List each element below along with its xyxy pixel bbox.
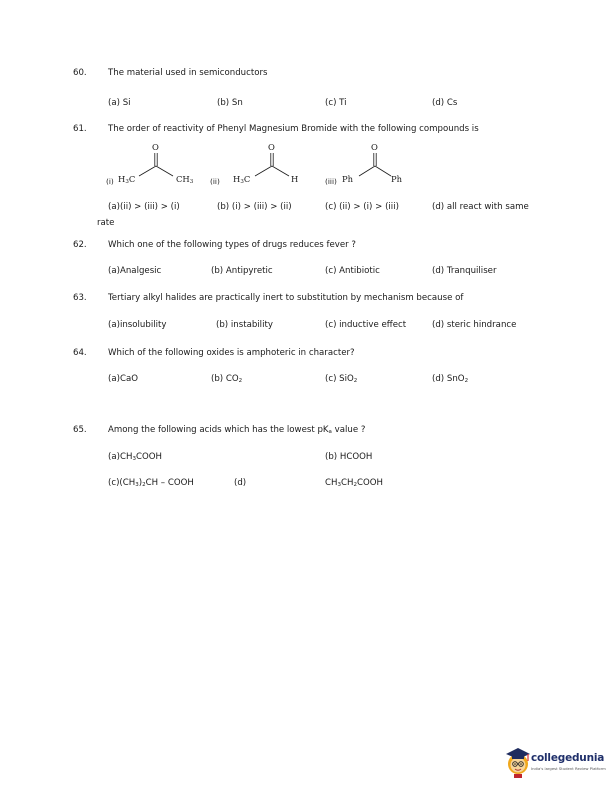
structure-iii-right-group: Ph bbox=[391, 174, 403, 184]
q63-option-b: (b) instability bbox=[216, 320, 273, 330]
structure-i-left-group: $H_3C$ bbox=[118, 174, 136, 185]
q63-option-a: (a)insolubility bbox=[108, 320, 167, 330]
q63-option-d: (d) steric hindrance bbox=[432, 320, 517, 330]
structure-i-right-group: $CH_3$ bbox=[176, 174, 194, 185]
q60-option-d: (d) Cs bbox=[432, 98, 458, 108]
q60-option-a: (a) Si bbox=[108, 98, 131, 108]
structure-ii-label: (ii) bbox=[210, 177, 220, 186]
structure-iii-oxygen: O bbox=[371, 142, 378, 152]
question-62-text: Which one of the following types of drugs reduces fever ? bbox=[108, 240, 356, 250]
structure-iii-label: (iii) bbox=[325, 177, 337, 186]
q62-option-b: (b) Antipyretic bbox=[211, 266, 273, 276]
q64-option-d: (d) SnO$_2$ bbox=[432, 374, 469, 384]
q62-option-c: (c) Antibiotic bbox=[325, 266, 380, 276]
question-65-number: 65. bbox=[73, 425, 87, 435]
q60-option-c: (c) Ti bbox=[325, 98, 347, 108]
q61-option-c: (c) (ii) > (i) > (iii) bbox=[325, 202, 399, 212]
logo-tagline: India's largest Student Review Platform bbox=[531, 766, 606, 771]
q60-option-b: (b) Sn bbox=[217, 98, 243, 108]
structure-iii-left-group: Ph bbox=[342, 174, 354, 184]
question-61-text: The order of reactivity of Phenyl Magnesium Bromide with the following compounds is bbox=[108, 124, 479, 134]
q64-option-b: (b) $CO_2$ bbox=[211, 374, 243, 384]
question-65-text: Among the following acids which has the lowest $pK_a$ value ? bbox=[108, 425, 366, 435]
q61-option-a: (a)(ii) > (iii) > (i) bbox=[108, 202, 180, 212]
logo-wordmark: collegedunia bbox=[531, 752, 605, 764]
q65-option-d-value: $CH_3CH_2COOH$ bbox=[325, 478, 383, 488]
question-60-number: 60. bbox=[73, 68, 87, 78]
q64-option-c: (c) SiO$_2$ bbox=[325, 374, 358, 384]
structure-ii-right-group: H bbox=[291, 174, 299, 184]
q61-option-d: (d) all react with same bbox=[432, 202, 529, 212]
structure-ii-left-group: $H_3C$ bbox=[233, 174, 251, 185]
question-60-text: The material used in semiconductors bbox=[108, 68, 268, 78]
q63-option-c: (c) inductive effect bbox=[325, 320, 407, 330]
question-61-number: 61. bbox=[73, 124, 87, 134]
q65-option-b: (b) HCOOH bbox=[325, 452, 373, 462]
question-63-text: Tertiary alkyl halides are practically inert to substitution by mechanism because of bbox=[108, 293, 464, 303]
question-62-number: 62. bbox=[73, 240, 87, 250]
q65-option-d-label: (d) bbox=[234, 478, 247, 488]
q65-option-a: $(a)CH_3COOH$ bbox=[108, 452, 162, 462]
question-64-text: Which of the following oxides is amphoteric in character? bbox=[108, 348, 355, 358]
question-64-number: 64. bbox=[73, 348, 87, 358]
collegedunia-logo[interactable] bbox=[505, 746, 605, 782]
q62-option-d: (d) Tranquiliser bbox=[432, 266, 497, 276]
q61-option-d-continued: rate bbox=[97, 218, 115, 228]
q64-option-a: (a)CaO bbox=[108, 374, 139, 384]
question-63-number: 63. bbox=[73, 293, 87, 303]
q61-option-b: (b) (i) > (iii) > (ii) bbox=[217, 202, 292, 212]
graduate-mascot-icon bbox=[505, 746, 531, 780]
structure-i-oxygen: O bbox=[152, 142, 159, 152]
q65-option-c: $(c)(CH_3)_2CH$ – COOH bbox=[108, 478, 194, 488]
q62-option-a: (a)Analgesic bbox=[108, 266, 162, 276]
structure-ii-oxygen: O bbox=[268, 142, 275, 152]
structure-i-label: (i) bbox=[106, 177, 114, 186]
